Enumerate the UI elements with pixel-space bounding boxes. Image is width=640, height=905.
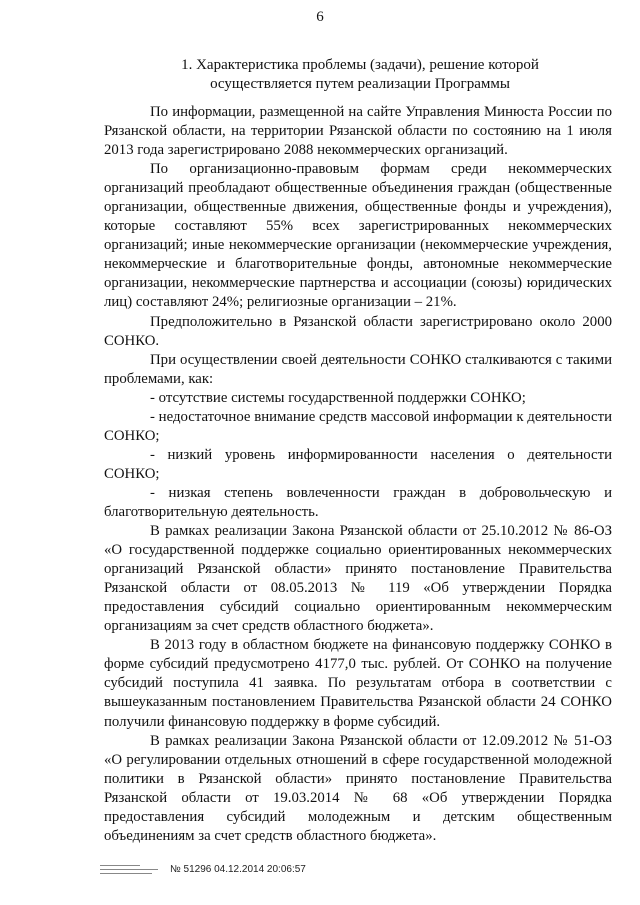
paragraph-legal-forms: По организационно-правовым формам среди некоммерческих организаций преобладают общественные объединения граждан (общественные организации, общественные движения, общественные фонды и учреждения), которые составляют 55% всех зарегистрированных некоммерческих организаций; иные некоммерческие организации (некоммерческие учреждения, некоммерческие и благотворительные фонды, автономные некоммерческие организации, некоммерческие партнерства и ассоциации (союзы) юридических лиц) составляют 24%; религиозные организации – 21%. [104,161,612,311]
list-item-problem-1: - отсутствие системы государственной поддержки СОНКО; [150,389,526,406]
list-item-problem-4: - низкая степень вовлеченности граждан в добровольческую и благотворительную деятельность. [104,484,612,520]
section-heading-line-1: 1. Характеристика проблемы (задачи), решение которой [181,57,539,73]
section-heading-line-2: осуществляется путем реализации Программы [210,76,510,92]
paragraph-budget-2013: В 2013 году в областном бюджете на финансовую поддержку СОНКО в форме субсидий предусмотрено 4177,0 тыс. рублей. От СОНКО на получение субсидий поступила 41 заявка. По результатам отбора в соответствии с вышеуказанным постановлением Правительства Рязанской области 24 СОНКО получили финансовую поддержку в форме субсидий. [104,637,612,730]
paragraph-problems-intro: При осуществлении своей деятельности СОНКО сталкиваются с такими проблемами, как: [104,351,612,387]
paragraph-law-51: В рамках реализации Закона Рязанской области от 12.09.2012 № 51-ОЗ «О регулировании отдельных отношений в сфере государственной молодежной политики в Рязанской области» принято постановление Правительства Рязанской области от 19.03.2014 № 68 «Об утверждении Порядка предоставления субсидий молодежным и детским общественным объединениям за счет средств областного бюджета». [104,732,612,844]
section-heading [100,56,620,94]
paragraph-sonko-count: Предположительно в Рязанской области зарегистрировано около 2000 СОНКО. [104,313,612,349]
footer-registration [100,860,306,880]
paragraph-law-86: В рамках реализации Закона Рязанской области от 25.10.2012 № 86-ОЗ «О государственной поддержке социально ориентированных некоммерческих организаций Рязанской области» принято постановление Правительства Рязанской области от 08.05.2013 № 119 «Об утверждении Порядка предоставления субсидий социально ориентированным некоммерческим организациям за счет средств областного бюджета». [104,523,612,635]
list-item-problem-2: - недостаточное внимание средств массовой информации к деятельности СОНКО; [104,408,612,444]
document-reference: № 51296 04.12.2014 20:06:57 [170,864,306,875]
paragraph-registered-nko: По информации, размещенной на сайте Управления Минюста России по Рязанской области, на территории Рязанской области по состоянию на 1 июля 2013 года зарегистрировано 2088 некоммерческих организаций. [104,104,612,159]
registration-stamp-icon [100,862,162,878]
document-body [104,103,612,846]
list-item-problem-3: - низкий уровень информированности населения о деятельности СОНКО; [104,446,612,482]
page-number: 6 [316,9,324,25]
